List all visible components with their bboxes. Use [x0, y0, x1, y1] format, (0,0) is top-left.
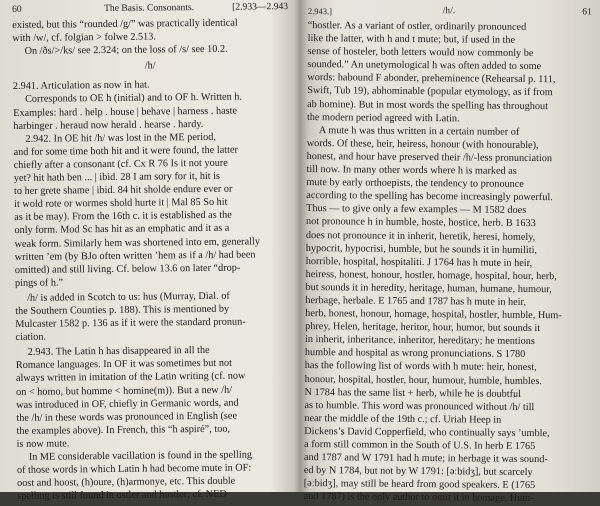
text-line: written ’em (by BJo often written ’hem as if a /h/ had been [14, 249, 256, 263]
text-line: not pronounce h in humble, hoste, hostice, herb. B 1633 [306, 216, 536, 230]
text-line: Thus — to give only a few examples — M 1582 does [306, 203, 527, 217]
text-line: to her grete shame | ibid. 84 hit sholde endure ever or [13, 183, 233, 198]
left-page-header [8, 1, 290, 19]
text-line: oost and hoost, (h)oure, (h)armonye, etc. This double [17, 475, 236, 490]
text-line: is now mute. [16, 438, 70, 450]
text-line: always written in imitation of the Latin writing (cf. now [15, 370, 246, 385]
text-line: was introduced in OF, chiefly in Germanic words, and [16, 397, 239, 411]
right-section-ref: 2.943.] [307, 6, 333, 17]
text-line: ab homine). But in most words the spelling has throughout [307, 98, 548, 112]
text-line: heiress, honest, honour, hostler, homage, hospital, hour, herb, [305, 268, 557, 282]
text-line: but sounds it in heredity, heritage, human, humane, humour, [305, 281, 552, 296]
text-line: weak form. Similarly hem was shortened into em, generally [14, 235, 260, 250]
text-line: N 1784 has the same list + herb, while he is doubtful [304, 386, 522, 400]
text-line: chiefly after a consonant (cf. Cx R 76 Is it not youre [13, 157, 228, 171]
text-line: In ME considerable vacillation is found in the spelling [28, 449, 253, 463]
text-line: harbinger . heraud now herald . hearse . hardy. [13, 118, 204, 132]
text-line: ed by N 1784, but not by W 1791: [əːbidʒ], but scarcely [303, 465, 533, 479]
right-page-body [300, 19, 594, 506]
text-line: spelling is still found in ostler and hostler; cf. NED [17, 489, 227, 503]
text-line: of those words in which Latin h had become mute in OF: [16, 462, 252, 477]
text-line: words: habound F abonder, preheminence (Rehearsal p. 111, [307, 72, 556, 86]
left-running-title: The Basis. Consonants. [103, 2, 195, 14]
text-line: mute by early orthoepists, the tendency to pronounce [306, 177, 524, 191]
text-line: like the latter, with h and t mute; but, if used in the [307, 33, 516, 46]
text-line: Dickens’s David Copperfield, who continually says ’umble, [304, 425, 550, 440]
text-line: 2.943. The Latin h has disappeared in all the [27, 345, 210, 359]
right-running-title: /h/. [442, 5, 456, 17]
text-line: Romance languages. In OF it was sometimes but not [15, 358, 232, 372]
text-line: as it be may). From the 16th c. it is established as the [14, 209, 232, 224]
text-line: omitted) and still living. Cf. below 13.6 on later “drop- [14, 262, 241, 276]
text-line: herbage, herbale. E 1765 and 1787 has h mute in heir, [305, 294, 527, 308]
left-page-body [8, 16, 295, 503]
text-line: and for some time both hit and it were found, the latter [13, 144, 238, 158]
text-line: herb, honest, honour, homage, hospital, hostler, humble, Hum- [305, 308, 562, 322]
text-line: existed, but this “rounded /g/” was practically identical [12, 17, 238, 31]
text-line: the modern period agreed with Latin. [306, 111, 460, 125]
text-line: “hostler. As a variant of ostler, ordinarily pronounced [307, 20, 527, 33]
text-line: honest, and hour have preserved their /h/-less pronunciation [306, 150, 553, 165]
text-line: the /h/ in these words was pronounced in English (see [16, 410, 238, 424]
text-line: honour, hospital, hostler, hour, humour, humble, humbles. [304, 373, 542, 387]
right-page [300, 0, 594, 505]
text-line: has the following list of words with h mute: heir, honest, [304, 360, 537, 374]
left-page [8, 0, 295, 503]
text-line: sounded.” An unetymological h was often added to some [307, 59, 542, 73]
text-line: and 1787 and W 1791 had h mute; in herbage it was sound- [303, 452, 548, 466]
text-line: the Southern Counties p. 188). This is mentioned by [15, 303, 230, 317]
right-page-header [304, 4, 594, 22]
section-heading-h: /h/ [144, 60, 156, 72]
right-page-number: 61 [582, 6, 592, 18]
text-line: the examples above). In French, this “h aspiré”, too, [16, 423, 231, 437]
text-line: 2.941. Articulation as now in hat. [12, 79, 150, 93]
text-line: hypocrit, hypocrisi, humble, but he sounds it in humiliti, [305, 242, 538, 256]
text-line: till now. In many other words where h is marked as [306, 164, 517, 177]
text-line: on < homo, but homme < homine(m)). But a new /h/ [16, 384, 233, 398]
text-line: Swift, Tub 19), abhominable (popular etymology, as if from [307, 85, 553, 99]
text-line: in inherit, inheritance, inheritor, hereditary; he mentions [304, 334, 535, 348]
text-line: humble and hospital as wrong pronunciations. S 1780 [304, 347, 526, 361]
text-line: does not pronounce it in inherit, heretik, heresi, homely, [305, 229, 536, 243]
text-line: sense of hosteler, both letters would now commonly be [307, 46, 534, 60]
text-line: with /w/, cf. folgian > folwe 2.513. [12, 31, 157, 45]
text-line: /h/ is added in Scotch to us: hus (Murray, Dial. of [27, 290, 230, 304]
left-section-ref: [2.933—2.943 [232, 1, 289, 13]
text-line: On /ðs/>/ks/ see 2.324; on the loss of /s/ see 10.2. [24, 43, 228, 58]
text-line: near the middle of the 19th c.; cf. Uriah Heep in [304, 412, 502, 426]
text-line: Mulcaster 1582 p. 136 as if it were the standard pronun- [15, 316, 246, 331]
text-line: yet? hit hath ben ... | ibid. 28 I am sory for it, hit is [13, 170, 221, 184]
text-line: Examples: hard . help . house | behave | harness . haste [13, 105, 238, 119]
text-line: 2.942. In OE hit /h/ was lost in the ME period, [25, 131, 216, 145]
text-line: only form. Mod Sc has hit as an emphatic and it as a [14, 223, 230, 237]
text-line: pings of h.” [14, 277, 64, 289]
text-line: and 1787) is the only author to omit it in homage, Hum- [303, 491, 534, 505]
text-line: a form still common in the South of U.S. In herb E 1765 [304, 439, 536, 453]
text-line: ciation. [15, 331, 47, 344]
text-line: words. Of these, heir, heiress, honour (with honourable), [306, 137, 539, 151]
text-line: according to the spelling has become increasingly powerful. [306, 190, 553, 204]
text-line: Corresponds to OE h (initial) and to OF h. Written h. [24, 92, 242, 106]
text-line: as to humble. This word was pronounced without /h/ till [304, 399, 535, 413]
left-page-number: 60 [12, 3, 22, 15]
text-line: [əːbidʒ], may still be heard from good speakers. E (1765 [303, 478, 536, 492]
text-line: it wold rote or wormes shold hurte it | Mal 85 So hit [14, 196, 228, 211]
text-line: A mute h was thus written in a certain number of [318, 124, 520, 138]
text-line: phrey, Helen, heritage, heritor, hour, humor, but sounds it [305, 321, 541, 335]
text-line: horrible, hospital, hospitaliti. J 1764 has h mute in heir, [305, 255, 533, 269]
